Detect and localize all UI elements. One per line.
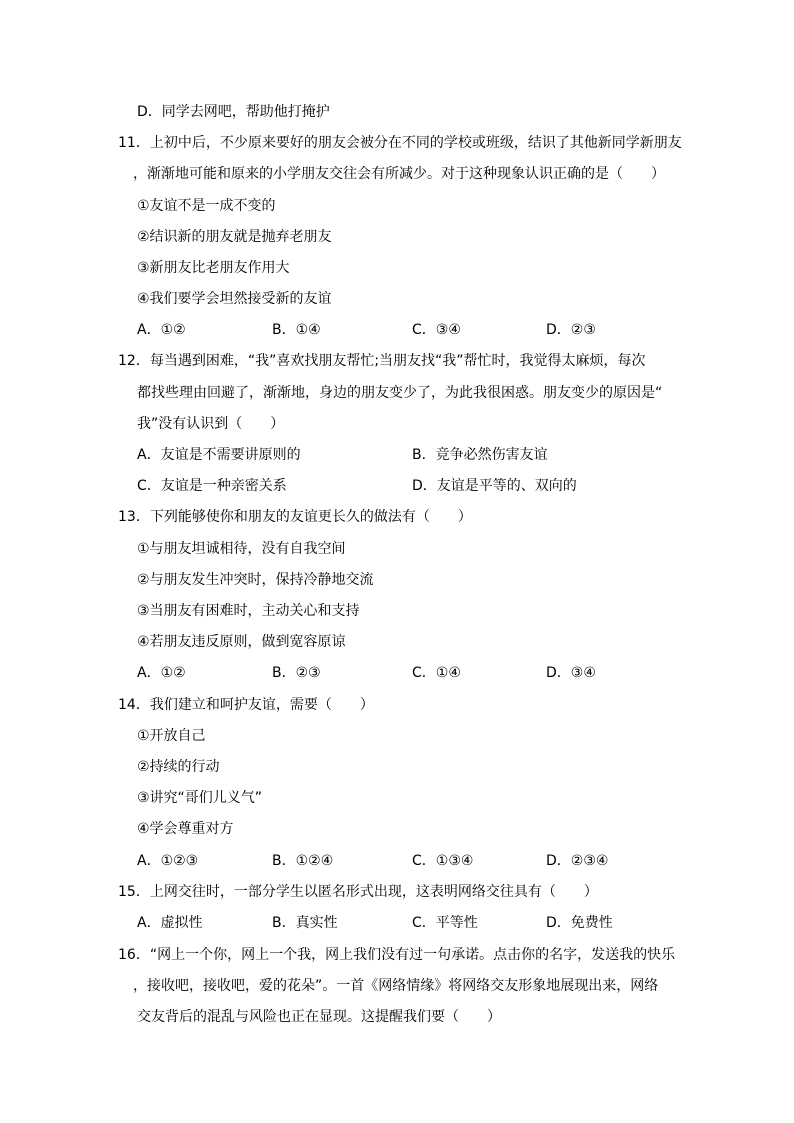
q11-option-c: C．③④ [412, 322, 461, 338]
q11-item-4: ④我们要学会坦然接受新的友谊 [137, 291, 332, 307]
q14-item-2: ②持续的行动 [137, 759, 220, 775]
q14-item-4: ④学会尊重对方 [137, 821, 234, 837]
q16-stem-line-1: 16．“网上一个你，网上一个我，网上我们没有过一句承诺。点击你的名字，发送我的快乐 [118, 947, 676, 963]
q15-option-d: D．免费性 [546, 915, 613, 931]
q13-item-1: ①与朋友坦诚相待，没有自我空间 [137, 541, 346, 557]
q12-stem-line-2: 都找些理由回避了，渐渐地，身边的朋友变少了，为此我很困惑。朋友变少的原因是“ [137, 385, 663, 401]
q15-option-c: C．平等性 [412, 915, 478, 931]
q11-item-2: ②结识新的朋友就是抛弃老朋友 [137, 229, 332, 245]
q12-stem-line-1: 12．每当遇到困难，“我”喜欢找朋友帮忙;当朋友找“我”帮忙时，我觉得太麻烦，每次 [118, 353, 646, 369]
prev-option-d: D．同学去网吧，帮助他打掩护 [137, 104, 330, 120]
q12-option-c: C．友谊是一种亲密关系 [137, 478, 287, 494]
q11-stem-line-2: ，渐渐地可能和原来的小学朋友交往会有所减少。对于这种现象认识正确的是（ ） [133, 166, 665, 182]
q16-stem-line-3: 交友背后的混乱与风险也正在显现。这提醒我们要（ ） [137, 1009, 501, 1025]
q12-stem-line-3: 我”没有认识到（ ） [137, 416, 285, 432]
q15-stem-line-1: 15．上网交往时，一部分学生以匿名形式出现，这表明网络交往具有（ ） [118, 884, 598, 900]
q15-option-a: A．虚拟性 [137, 915, 203, 931]
q13-option-c: C．①④ [412, 665, 461, 681]
q11-stem-line-1: 11．上初中后，不少原来要好的朋友会被分在不同的学校或班级，结识了其他新同学新朋友 [118, 135, 682, 151]
q14-option-a: A．①②③ [137, 853, 199, 869]
q13-option-d: D．③④ [546, 665, 596, 681]
q12-option-a: A．友谊是不需要讲原则的 [137, 447, 301, 463]
q11-option-b: B．①④ [272, 322, 321, 338]
q12-option-b: B．竞争必然伤害友谊 [412, 447, 548, 463]
q11-item-3: ③新朋友比老朋友作用大 [137, 260, 290, 276]
q11-option-d: D．②③ [546, 322, 596, 338]
q13-item-2: ②与朋友发生冲突时，保持冷静地交流 [137, 572, 374, 588]
q13-item-4: ④若朋友违反原则，做到宽容原谅 [137, 634, 346, 650]
q11-option-a: A．①② [137, 322, 186, 338]
q14-option-c: C．①③④ [412, 853, 474, 869]
q16-stem-line-2: ，接收吧，接收吧，爱的花朵”。一首《网络情缘》将网络交友形象地展现出来，网络 [133, 978, 659, 994]
q14-option-b: B．①②④ [272, 853, 334, 869]
q14-option-d: D．②③④ [546, 853, 609, 869]
q14-item-3: ③讲究“哥们儿义气” [137, 790, 263, 806]
q13-stem-line-1: 13．下列能够使你和朋友的友谊更长久的做法有（ ） [118, 509, 472, 525]
q15-option-b: B．真实性 [272, 915, 338, 931]
q11-item-1: ①友谊不是一成不变的 [137, 198, 276, 214]
q14-item-1: ①开放自己 [137, 728, 206, 744]
q12-option-d: D．友谊是平等的、双向的 [412, 478, 577, 494]
q13-option-b: B．②③ [272, 665, 321, 681]
q13-item-3: ③当朋友有困难时，主动关心和支持 [137, 603, 360, 619]
q13-option-a: A．①② [137, 665, 186, 681]
q14-stem-line-1: 14．我们建立和呵护友谊，需要（ ） [118, 697, 374, 713]
